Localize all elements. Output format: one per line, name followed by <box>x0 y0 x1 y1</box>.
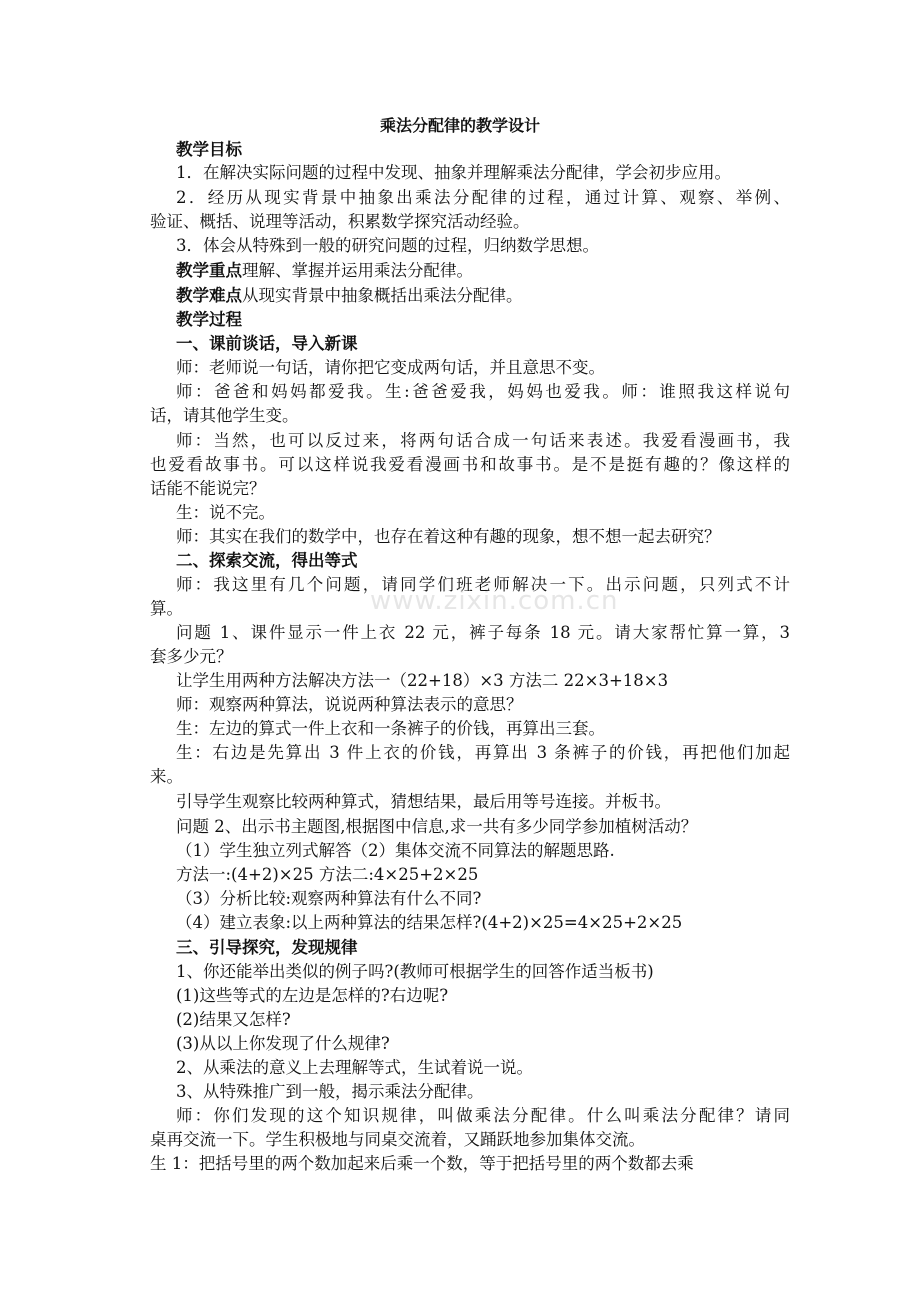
body-line: 师：爸爸和妈妈都爱我。生:爸爸爱我，妈妈也爱我。师：谁照我这样说句 <box>176 382 790 401</box>
section-heading: 三、引导探究，发现规律 <box>176 938 358 957</box>
inline-label: 教学重点 <box>176 261 242 280</box>
body-line: 师：我这里有几个问题，请同学们班老师解决一下。出示问题，只列式不计 <box>176 575 790 594</box>
body-line: 3．体会从特殊到一般的研究问题的过程，归纳数学思想。 <box>176 236 599 255</box>
body-line: 生：说不完。 <box>176 503 275 522</box>
inline-text: 理解、掌握并运用乘法分配律。 <box>242 261 473 280</box>
body-line: 桌再交流一下。学生积极地与同桌交流着，又踊跃地参加集体交流。 <box>150 1130 645 1149</box>
body-line: 方法一:(4+2)×25 方法二:4×25+2×25 <box>176 865 479 884</box>
section-heading: 教学目标 <box>176 140 242 159</box>
body-line: 2、从乘法的意义上去理解等式，生试着说一说。 <box>176 1058 533 1077</box>
section-heading: 教学过程 <box>176 310 242 329</box>
body-line: 问题 1、课件显示一件上衣 22 元，裤子每条 18 元。请大家帮忙算一算，3 <box>176 623 790 642</box>
body-line: 生 1：把括号里的两个数加起来后乘一个数，等于把括号里的两个数都去乘 <box>150 1154 694 1173</box>
body-line: 问题 2、出示书主题图,根据图中信息,求一共有多少同学参加植树活动？ <box>176 817 698 836</box>
body-line: 师：其实在我们的数学中，也存在着这种有趣的现象，想不想一起去研究？ <box>176 527 721 546</box>
body-line: 引导学生观察比较两种算式，猜想结果，最后用等号连接。并板书。 <box>176 792 671 811</box>
body-line: 2．经历从现实背景中抽象出乘法分配律的过程，通过计算、观察、举例、 <box>176 188 790 207</box>
body-line: 生：左边的算式一件上衣和一条裤子的价钱，再算出三套。 <box>176 719 605 738</box>
section-heading: 二、探索交流，得出等式 <box>176 551 358 570</box>
body-line: 让学生用两种方法解决方法一（22+18）×3 方法二 22×3+18×3 <box>176 671 669 690</box>
watermark: www.zixin.com.cn <box>370 586 619 616</box>
body-line: （4）建立表象:以上两种算法的结果怎样?(4+2)×25=4×25+2×25 <box>176 913 683 932</box>
body-line: 验证、概括、说理等活动，积累数学探究活动经验。 <box>150 212 530 231</box>
body-line: 1、你还能举出类似的例子吗?(教师可根据学生的回答作适当板书) <box>176 962 654 981</box>
inline-label: 教学难点 <box>176 286 242 305</box>
body-line: 套多少元？ <box>150 647 233 666</box>
body-line <box>176 258 790 284</box>
body-line: 师：当然，也可以反过来，将两句话合成一句话来表述。我爱看漫画书，我 <box>176 431 790 450</box>
body-line <box>176 283 790 309</box>
body-line: 师：你们发现的这个知识规律，叫做乘法分配律。什么叫乘法分配律？请同 <box>176 1106 790 1125</box>
body-line: 算。 <box>150 599 183 618</box>
body-line: 师：老师说一句话，请你把它变成两句话，并且意思不变。 <box>176 358 605 377</box>
body-line: (1)这些等式的左边是怎样的?右边呢? <box>176 986 449 1005</box>
body-line: 师：观察两种算法，说说两种算法表示的意思？ <box>176 695 523 714</box>
body-line: 话能不能说完？ <box>150 479 266 498</box>
document-title: 乘法分配律的教学设计 <box>379 116 540 135</box>
body-line: 话，请其他学生变。 <box>150 406 299 425</box>
body-line: 也爱看故事书。可以这样说我爱看漫画书和故事书。是不是挺有趣的？像这样的 <box>150 455 790 474</box>
body-line: 1．在解决实际问题的过程中发现、抽象并理解乘法分配律，学会初步应用。 <box>176 163 731 182</box>
body-line: (3)从以上你发现了什么规律? <box>176 1034 390 1053</box>
body-line: 3、从特殊推广到一般，揭示乘法分配律。 <box>176 1082 484 1101</box>
body-line: （1）学生独立列式解答（2）集体交流不同算法的解题思路. <box>176 841 615 860</box>
section-heading: 一、课前谈话，导入新课 <box>176 334 358 353</box>
body-line: (2)结果又怎样? <box>176 1010 291 1029</box>
body-line: （3）分析比较:观察两种算法有什么不同? <box>176 889 482 908</box>
inline-text: 从现实背景中抽象概括出乘法分配律。 <box>242 286 523 305</box>
body-line: 来。 <box>150 767 183 786</box>
body-line: 生：右边是先算出 3 件上衣的价钱，再算出 3 条裤子的价钱，再把他们加起 <box>176 743 790 762</box>
